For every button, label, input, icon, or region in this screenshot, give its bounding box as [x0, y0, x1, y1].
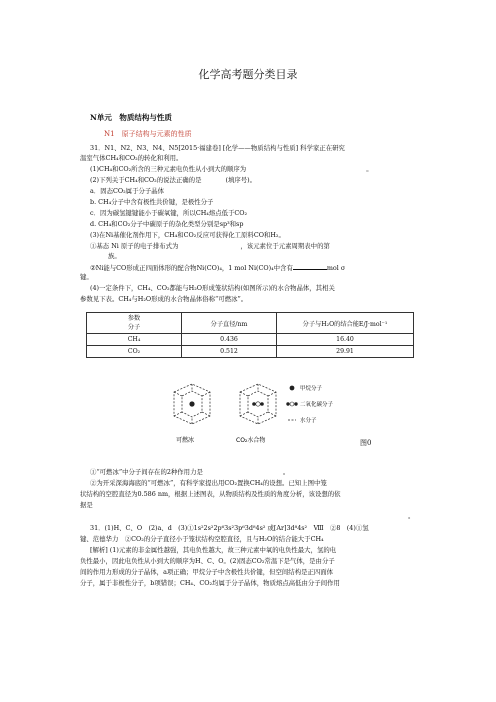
cell-molecule: CO₂: [87, 346, 182, 358]
figure-number: 图0: [360, 439, 372, 447]
cell-diameter: 0.436: [182, 334, 277, 346]
q2-end: (填序号)。: [225, 176, 257, 184]
analysis-line-1: [解析] (1)元素的非金属性越强，其电负性越大，故三种元素中氧的电负性最大，氢的电: [90, 546, 337, 554]
table-row: [87, 346, 414, 358]
problem-line-4: [90, 176, 256, 185]
problem-line-14: (4)一定条件下，CH₄、CO₂都能与H₂O形成笼状结构(如图所示)的水合物晶体，其相关: [90, 284, 335, 292]
problem-line-3: [90, 165, 373, 174]
analysis-line-3: 间的作用力形成的分子晶体，a项正确；甲烷分子中含极性共价键，但空间结构是正四面体: [80, 568, 334, 576]
section-heading: N1 原子结构与元素的性质: [104, 130, 192, 138]
q3b-end: mol σ: [326, 264, 346, 272]
problem-line-1: 31．N1、N2、N3、N4、N5[2015·福建卷] [化学——物质结构与性质] 科学家正在研究: [90, 144, 345, 152]
analysis-line-2: 负性最小，因此电负性从小到大的顺序为H、C、O。(2)固态CO₂常温下是气体，是由分子: [80, 557, 335, 565]
left-figure-label: 可燃冰: [176, 437, 195, 444]
header-param: 参数: [127, 315, 141, 322]
table-corner-cell: [87, 313, 182, 334]
cell-energy: 16.40: [277, 334, 414, 346]
answer-blank: [293, 263, 327, 270]
legend-co2-label: 二氧化碳分子: [300, 402, 334, 408]
option-c: c．因为碳氢键键能小于碳氧键，所以CH₄熔点低于CO₂: [90, 209, 248, 217]
problem-line-12: [90, 263, 345, 273]
q1-end: 。: [366, 165, 373, 173]
page-title: 化学高考题分类目录: [198, 68, 298, 81]
q4-line-1: [90, 468, 289, 477]
legend-methane-icon: [290, 386, 295, 391]
problem-line-11: 族。: [108, 252, 121, 260]
q4a-text: ①“可燃冰”中分子间存在的2种作用力是: [90, 468, 203, 476]
q4a-end: 。: [282, 468, 290, 476]
q4-line-4: 据是: [80, 501, 93, 509]
cell-energy: 29.91: [277, 346, 414, 358]
q3a-end: ，该元素位于元素周期表中的第: [240, 242, 330, 250]
legend-methane-label: 甲烷分子: [300, 386, 323, 392]
hydrate-parameter-table: [86, 312, 414, 358]
methane-molecule-mark: [189, 401, 194, 406]
header-molecule: 分子: [127, 324, 141, 331]
problem-line-15: 参数见下表。CH₄与H₂O形成的水合物晶体俗称“可燃冰”。: [80, 295, 248, 303]
problem-line-10: [90, 242, 330, 251]
header-diameter: 分子直径/nm: [182, 313, 277, 334]
q4-line-5: 。: [408, 512, 415, 520]
legend-water-label: 水分子: [300, 418, 317, 424]
option-a: a．固态CO₂属于分子晶体: [90, 187, 165, 195]
q1-text: (1)CH₄和CO₂所含的三种元素电负性从小到大的顺序为: [90, 165, 247, 173]
option-d: d. CH₄和CO₂分子中碳原子的杂化类型分别是sp³和sp: [90, 220, 244, 228]
legend: [286, 384, 333, 424]
q4-line-3: 状结构的空腔直径为0.586 nm，根据上述图表，从物质结构及性质的角度分析，该设想的依: [80, 490, 341, 498]
co2-molecule-mark: [252, 402, 264, 406]
q4-line-2: ②为开采深海海底的“可燃冰”，有科学家提出用CO₂置换CH₄的设想。已知上图中笼: [90, 479, 327, 487]
problem-line-13: 键。: [80, 273, 93, 281]
answer-line-1: 31．(1)H、C、O (2)a、d (3)①1s²2s²2p⁶3s²3p⁶3d⁸4s² 或[Ar]3d⁸4s² Ⅷ ②8 (4)①氢: [90, 524, 369, 532]
q3a-text: ①基态 Ni 原子的电子排布式为: [90, 242, 179, 250]
table-header-row: [87, 313, 414, 334]
cage-structure-figure: [166, 380, 356, 448]
cell-diameter: 0.512: [182, 346, 277, 358]
option-b: b. CH₄分子中含有极性共价键，是极性分子: [90, 198, 214, 206]
unit-heading: N单元 物质结构与性质: [90, 113, 172, 122]
mid-figure-label: CO₂水合物: [236, 437, 266, 444]
q2-text: (2)下列关于CH₄和CO₂的说法正确的是: [90, 176, 202, 184]
answer-line-2: 键、范德华力 ②CO₂的分子直径小于笼状结构空腔直径，且与H₂O的结合能大于CH₄: [80, 535, 324, 543]
analysis-line-4: 分子，属于非极性分子，b项错误；CH₄、CO₂均属于分子晶体，物质熔点高低由分子间作用: [80, 579, 340, 587]
table-row: [87, 334, 414, 346]
problem-line-2: 温室气体CH₄和CO₂的转化和利用。: [80, 154, 183, 162]
header-energy: 分子与H₂O的结合能E/J·mol⁻¹: [277, 313, 414, 334]
q3b-text: ②Ni能与CO形成正四面体形的配合物Ni(CO)₄，1 mol Ni(CO)₄中含有: [90, 264, 293, 272]
cell-molecule: CH₄: [87, 334, 182, 346]
problem-line-9: (3)在Ni基催化剂作用下，CH₄和CO₂反应可获得化工原料CO和H₂。: [90, 231, 285, 239]
